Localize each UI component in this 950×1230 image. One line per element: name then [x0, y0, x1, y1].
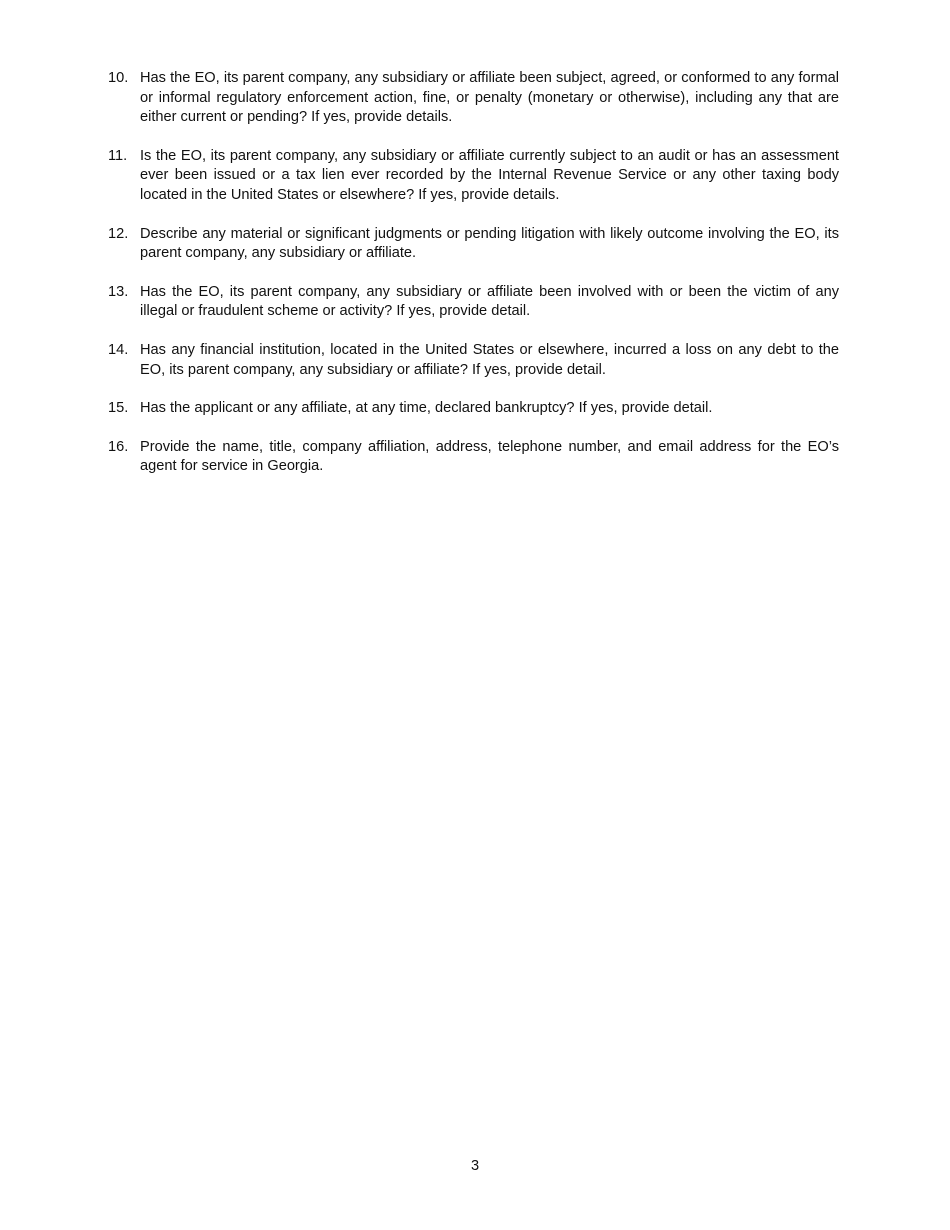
question-text: Has any financial institution, located in the United States or elsewhere, incurred a loss on any debt to the EO, its parent company, any subsidiary or affiliate? If yes, provide detail.	[140, 341, 839, 378]
page-number: 3	[470, 1158, 480, 1174]
question-number: 12.	[108, 225, 129, 242]
question-text: Has the EO, its parent company, any subsidiary or affiliate been subject, agreed, or conformed to any formal or informal regulatory enforcement action, fine, or penalty (monetary or otherwise), including any that are either current or pending? If yes, provide details.	[140, 70, 839, 126]
question-number: 11.	[108, 147, 128, 164]
question-number: 13.	[108, 283, 129, 300]
question-item-14	[108, 341, 839, 380]
question-item-16	[108, 438, 839, 477]
question-list	[108, 69, 839, 496]
question-text: Has the applicant or any affiliate, at any time, declared bankruptcy? If yes, provide detail.	[140, 400, 713, 417]
question-item-15	[108, 399, 839, 419]
question-item-11	[108, 147, 839, 206]
question-number: 14.	[108, 341, 129, 358]
question-item-12	[108, 225, 839, 264]
question-text: Describe any material or significant judgments or pending litigation with likely outcome involving the EO, its parent company, any subsidiary or affiliate.	[140, 225, 839, 262]
question-number: 10.	[108, 70, 129, 86]
question-item-10	[108, 69, 839, 128]
question-text: Is the EO, its parent company, any subsidiary or affiliate currently subject to an audit or has an assessment ever been issued or a tax lien ever recorded by the Internal Revenue Service or any other taxing body located in the United States or elsewhere? If yes, provide details.	[140, 147, 839, 203]
question-text: Has the EO, its parent company, any subsidiary or affiliate been involved with or been the victim of any illegal or fraudulent scheme or activity? If yes, provide detail.	[140, 283, 839, 320]
question-text: Provide the name, title, company affiliation, address, telephone number, and email address for the EO’s agent for service in Georgia.	[140, 438, 839, 475]
question-number: 16.	[108, 438, 129, 455]
question-item-13	[108, 283, 839, 322]
question-number: 15.	[108, 400, 129, 417]
